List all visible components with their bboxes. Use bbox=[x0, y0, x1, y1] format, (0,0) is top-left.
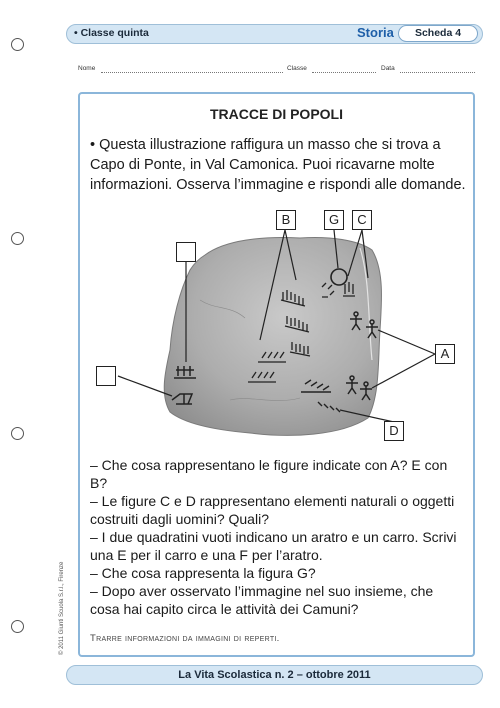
question-line: costruiti dagli uomini? Quali? bbox=[90, 511, 269, 527]
rock-shape bbox=[164, 238, 381, 436]
footer-bar: La Vita Scolastica n. 2 – ottobre 2011 bbox=[66, 665, 483, 685]
question-line: B? bbox=[90, 475, 108, 491]
worksheet-number: Scheda 4 bbox=[398, 25, 478, 42]
question-line: – Le figure C e D rappresentano elementi naturali o oggetti bbox=[90, 493, 455, 509]
label-box-g: G bbox=[324, 210, 344, 230]
label-box-d: D bbox=[384, 421, 404, 441]
subject-label: Storia bbox=[357, 25, 394, 40]
question-line: – Che cosa rappresenta la figura G? bbox=[90, 565, 316, 581]
class-label: • Classe quinta bbox=[74, 27, 149, 39]
question-line: una E per il carro e una F per l’aratro. bbox=[90, 547, 323, 563]
page-title: TRACCE DI POPOLI bbox=[209, 106, 343, 122]
question-line: – Dopo aver osservato l’immagine nel suo insieme, che bbox=[90, 583, 434, 599]
label-box-c: C bbox=[352, 210, 372, 230]
answer-box-plough-cart-2[interactable] bbox=[96, 366, 116, 386]
answer-box-plough-cart-1[interactable] bbox=[176, 242, 196, 262]
class-field-label: Classe bbox=[287, 65, 307, 72]
question-line: – I due quadratini vuoti indicano un aratro e un carro. Scrivi bbox=[90, 529, 457, 545]
label-box-a: A bbox=[435, 344, 455, 364]
question-line: cosa hai capito circa le attività dei Camuni? bbox=[90, 601, 359, 617]
intro-text: • Questa illustrazione raffigura un masso che si trova a Capo di Ponte, in Val Camonica. Puoi ricavarne molte informazioni. Osserva l’immagine e rispondi alle domande. bbox=[90, 137, 466, 193]
date-field-label: Data bbox=[381, 65, 395, 72]
footnote: Trarre informazioni da immagini di reperti. bbox=[90, 633, 280, 644]
name-field-label: Nome bbox=[78, 65, 96, 72]
question-line: – Che cosa rappresentano le figure indicate con A? E con bbox=[90, 457, 448, 473]
pointer-line bbox=[372, 354, 435, 388]
label-box-b: B bbox=[276, 210, 296, 230]
pointer-line bbox=[378, 330, 435, 354]
copyright-note: © 2011 Giunti Scuola S.r.l., Firenze bbox=[59, 561, 65, 655]
